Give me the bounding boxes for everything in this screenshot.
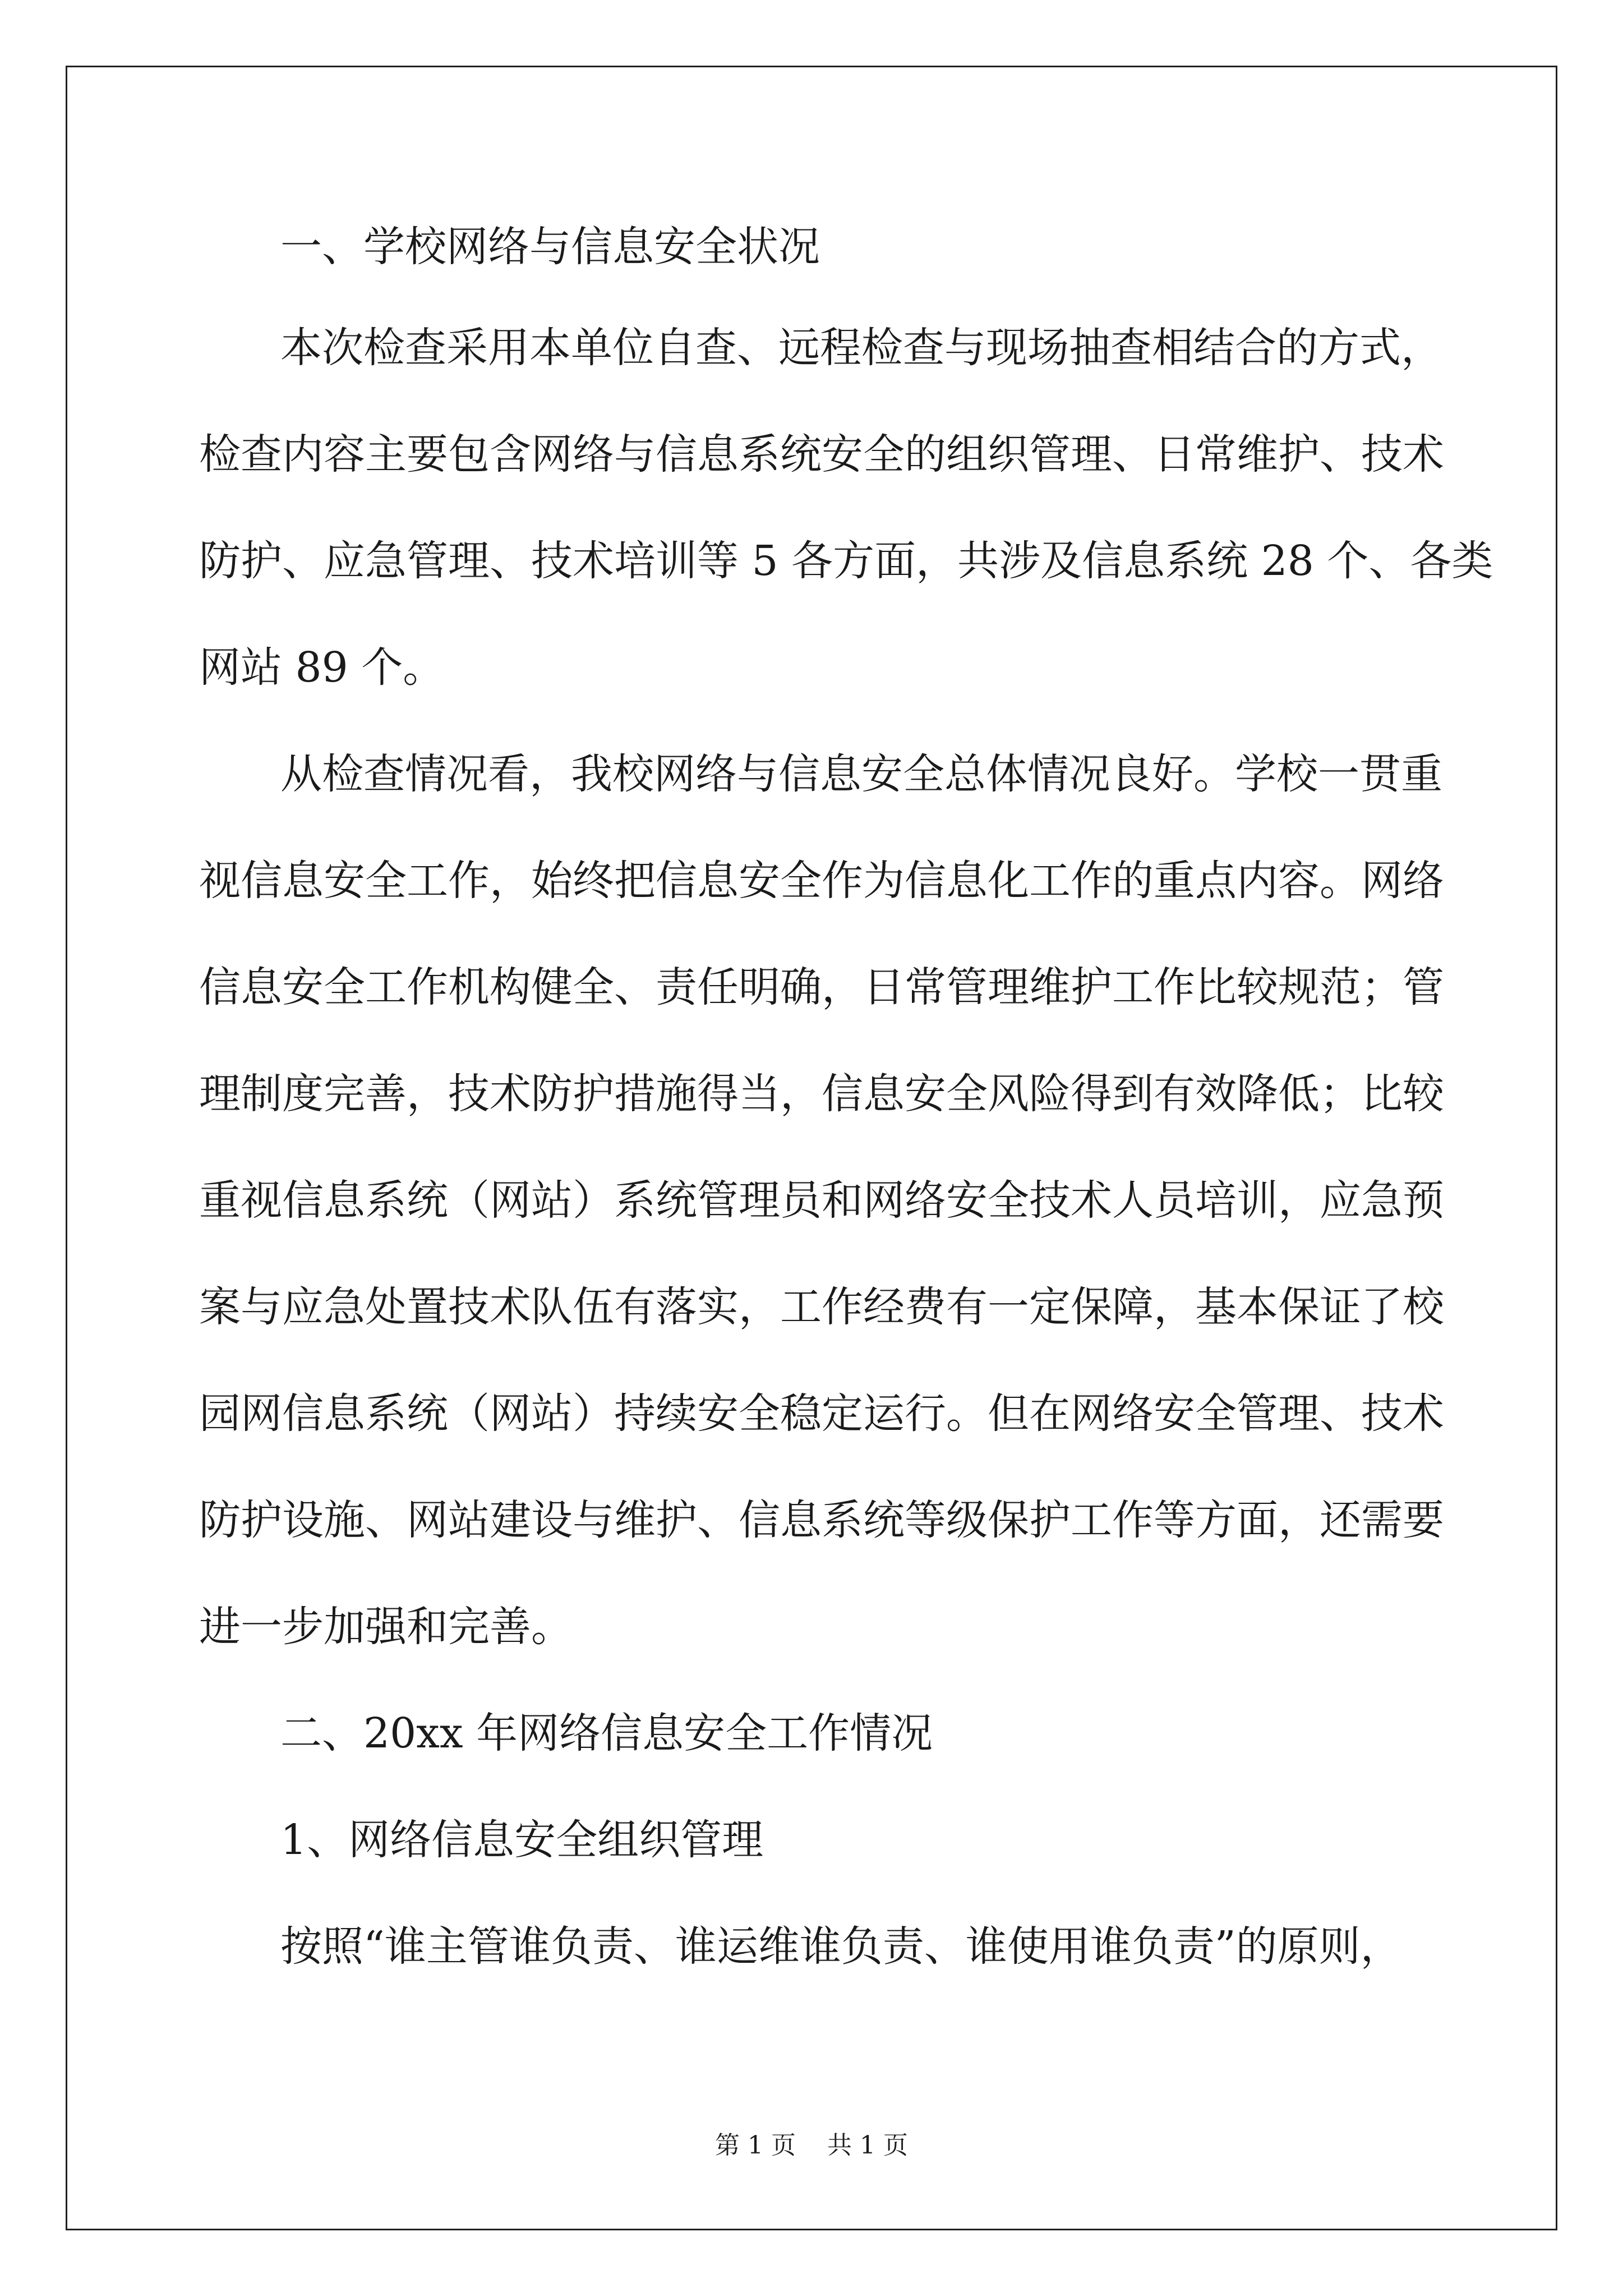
paragraph-line: 理制度完善，技术防护措施得当，信息安全风险得到有效降低；比较 [199, 1070, 1444, 1118]
heading-subsection-1: 1、网络信息安全组织管理 [280, 1816, 764, 1864]
paragraph-line: 按照“谁主管谁负责、谁运维谁负责、谁使用谁负责”的原则， [280, 1922, 1402, 1971]
page-border [66, 66, 1557, 2230]
paragraph-line: 视信息安全工作，始终把信息安全作为信息化工作的重点内容。网络 [199, 857, 1444, 905]
paragraph-line: 园网信息系统（网站）持续安全稳定运行。但在网络安全管理、技术 [199, 1389, 1444, 1438]
heading-section-1: 一、学校网络与信息安全状况 [280, 223, 820, 271]
paragraph-line: 进一步加强和完善。 [199, 1603, 573, 1651]
paragraph-line: 从检查情况看，我校网络与信息安全总体情况良好。学校一贯重 [280, 750, 1442, 798]
paragraph-line: 案与应急处置技术队伍有落实，工作经费有一定保障，基本保证了校 [199, 1283, 1444, 1331]
paragraph-line: 网站 89 个。 [199, 643, 445, 692]
paragraph-line: 防护、应急管理、技术培训等 5 各方面，共涉及信息系统 28 个、各类 [199, 537, 1493, 585]
page-footer [0, 2129, 1623, 2162]
paragraph-line: 重视信息系统（网站）系统管理员和网络安全技术人员培训，应急预 [199, 1176, 1444, 1225]
page-number: 第 1 页 [715, 2131, 796, 2160]
page-total: 共 1 页 [827, 2131, 908, 2160]
paragraph-line: 本次检查采用本单位自查、远程检查与现场抽查相结合的方式， [280, 324, 1442, 372]
paragraph-line: 检查内容主要包含网络与信息系统安全的组织管理、日常维护、技术 [199, 430, 1444, 478]
paragraph-line: 防护设施、网站建设与维护、信息系统等级保护工作等方面，还需要 [199, 1496, 1444, 1544]
paragraph-line: 信息安全工作机构健全、责任明确，日常管理维护工作比较规范；管 [199, 963, 1444, 1011]
heading-section-2: 二、20xx 年网络信息安全工作情况 [280, 1709, 933, 1757]
